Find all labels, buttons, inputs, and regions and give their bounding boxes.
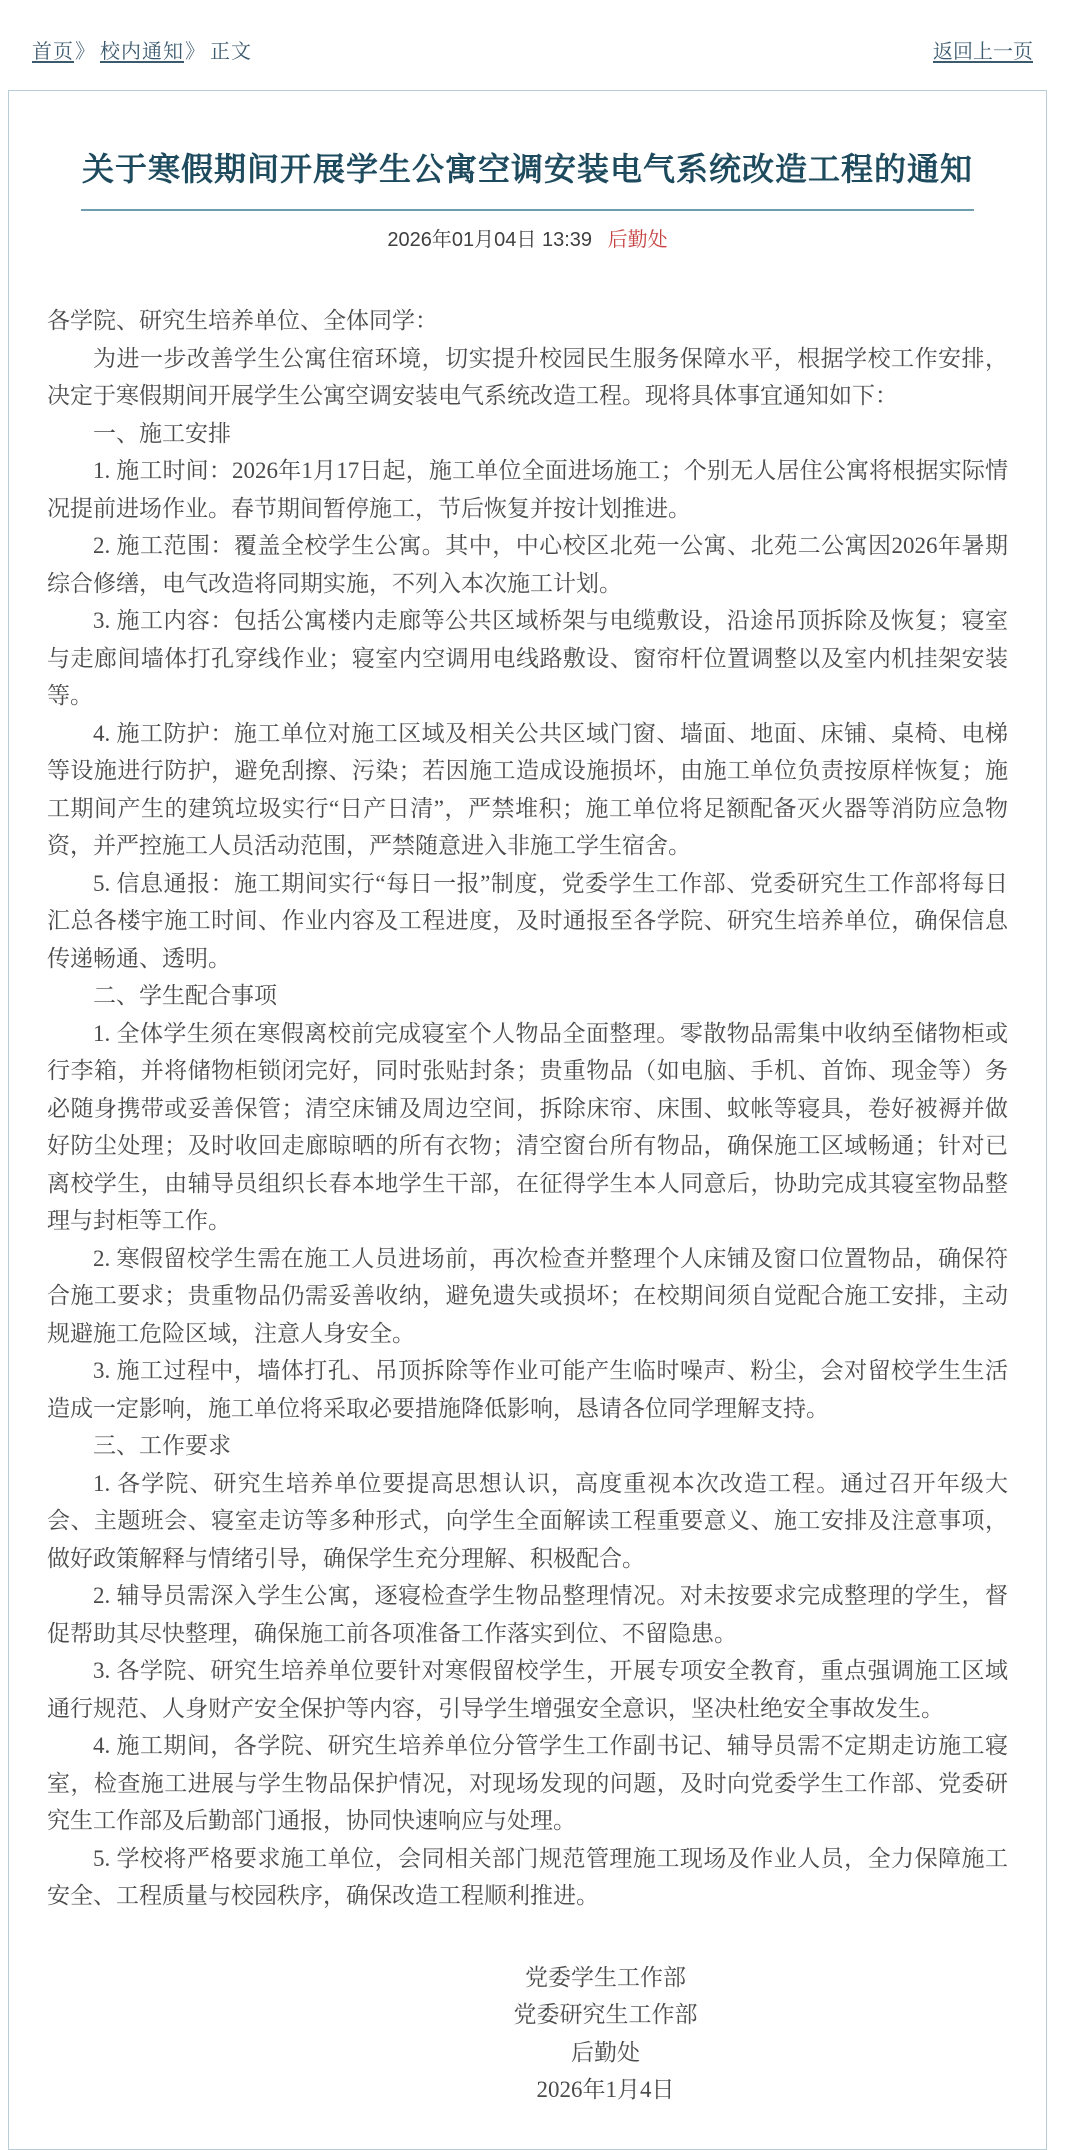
- signature-line: 党委研究生工作部: [513, 2002, 698, 2027]
- paragraph: 1. 全体学生须在寒假离校前完成寝室个人物品全面整理。零散物品需集中收纳至储物柜或行李箱，并将储物柜锁闭完好，同时张贴封条；贵重物品（如电脑、手机、首饰、现金等）务必随身携带或妥善保管；清空床铺及周边空间，拆除床帘、床围、蚊帐等寝具，卷好被褥并做好防尘处理；及时收回走廊晾晒的所有衣物；清空窗台所有物品，确保施工区域畅通；针对已离校学生，由辅导员组织长春本地学生干部，在征得学生本人同意后，协助完成其寝室物品整理与封柜等工作。: [47, 1020, 1008, 1233]
- article-meta: [47, 223, 1008, 252]
- breadcrumb-link[interactable]: 校内通知: [100, 41, 184, 63]
- paragraph: 4. 施工期间，各学院、研究生培养单位分管学生工作副书记、辅导员需不定期走访施工寝室，检查施工进展与学生物品保护情况，对现场发现的问题，及时向党委学生工作部、党委研究生工作部及后勤部门通报，协同快速响应与处理。: [47, 1733, 1008, 1833]
- paragraph: 1. 施工时间：2026年1月17日起，施工单位全面进场施工；个别无人居住公寓将根据实际情况提前进场作业。春节期间暂停施工，节后恢复并按计划推进。: [47, 458, 1008, 521]
- paragraph: 5. 信息通报：施工期间实行“每日一报”制度，党委学生工作部、党委研究生工作部将每日汇总各楼宇施工时间、作业内容及工程进度，及时通报至各学院、研究生培养单位，确保信息传递畅通、透明。: [47, 870, 1008, 971]
- paragraph: 4. 施工防护：施工单位对施工区域及相关公共区域门窗、墙面、地面、床铺、桌椅、电梯等设施进行防护，避免刮擦、污染；若因施工造成设施损坏，由施工单位负责按原样恢复；施工期间产生的建筑垃圾实行“日产日清”，严禁堆积；施工单位将足额配备灭火器等消防应急物资，并严控施工人员活动范围，严禁随意进入非施工学生宿舍。: [47, 720, 1008, 858]
- paragraph: 2. 寒假留校学生需在施工人员进场前，再次检查并整理个人床铺及窗口位置物品，确保符合施工要求；贵重物品仍需妥善收纳，避免遗失或损坏；在校期间须自觉配合施工安排，主动规避施工危险区域，注意人身安全。: [47, 1245, 1008, 1346]
- title-divider: [81, 209, 974, 211]
- publisher-department: 后勤处: [607, 229, 668, 251]
- paragraph: 3. 各学院、研究生培养单位要针对寒假留校学生，开展专项安全教育，重点强调施工区域通行规范、人身财产安全保护等内容，引导学生增强安全意识，坚决杜绝安全事故发生。: [47, 1658, 1008, 1721]
- signature-line: 2026年1月4日: [536, 2077, 675, 2102]
- paragraph: 为进一步改善学生公寓住宿环境，切实提升校园民生服务保障水平，根据学校工作安排，决定于寒假期间开展学生公寓空调安装电气系统改造工程。现将具体事宜通知如下：: [47, 345, 1008, 408]
- breadcrumb-separator: 》: [185, 41, 206, 63]
- notice-article-container: [8, 90, 1047, 2150]
- top-navigation-bar: [0, 0, 1067, 64]
- signature-line: 后勤处: [571, 2039, 640, 2065]
- section-heading: 一、施工安排: [93, 420, 231, 446]
- paragraph: 5. 学校将严格要求施工单位，会同相关部门规范管理施工现场及作业人员，全力保障施工安全、工程质量与校园秩序，确保改造工程顺利推进。: [47, 1845, 1008, 1908]
- back-link[interactable]: 返回上一页: [933, 41, 1033, 63]
- paragraph: 各学院、研究生培养单位、全体同学：: [47, 308, 438, 333]
- paragraph: 3. 施工过程中，墙体打孔、吊顶拆除等作业可能产生临时噪声、粉尘，会对留校学生生活造成一定影响，施工单位将采取必要措施降低影响，恳请各位同学理解支持。: [47, 1358, 1008, 1421]
- article-body: [47, 302, 1008, 1915]
- breadcrumb-current: 正文: [210, 41, 252, 63]
- section-heading: 二、学生配合事项: [93, 983, 277, 1008]
- paragraph: 3. 施工内容：包括公寓楼内走廊等公共区域桥架与电缆敷设，沿途吊顶拆除及恢复；寝室与走廊间墙体打孔穿线作业；寝室内空调用电线路敷设、窗帘杆位置调整以及室内机挂架安装等。: [47, 608, 1008, 708]
- publish-date: 2026年01月04日 13:39: [387, 229, 593, 251]
- breadcrumb-separator: 》: [75, 41, 96, 63]
- section-heading: 三、工作要求: [93, 1433, 231, 1458]
- notice-title: 关于寒假期间开展学生公寓空调安装电气系统改造工程的通知: [81, 151, 973, 187]
- paragraph: 2. 辅导员需深入学生公寓，逐寝检查学生物品整理情况。对未按要求完成整理的学生，督促帮助其尽快整理，确保施工前各项准备工作落实到位、不留隐患。: [47, 1583, 1008, 1646]
- signature-line: 党委学生工作部: [525, 1964, 686, 1990]
- breadcrumb: [32, 35, 252, 64]
- paragraph: 1. 各学院、研究生培养单位要提高思想认识，高度重视本次改造工程。通过召开年级大会、主题班会、寝室走访等多种形式，向学生全面解读工程重要意义、施工安排及注意事项，做好政策解释与情绪引导，确保学生充分理解、积极配合。: [47, 1470, 1008, 1571]
- signature-block: [203, 1959, 1008, 2109]
- breadcrumb-link[interactable]: 首页: [32, 41, 74, 63]
- paragraph: 2. 施工范围：覆盖全校学生公寓。其中，中心校区北苑一公寓、北苑二公寓因2026年暑期综合修缮，电气改造将同期实施，不列入本次施工计划。: [47, 533, 1008, 596]
